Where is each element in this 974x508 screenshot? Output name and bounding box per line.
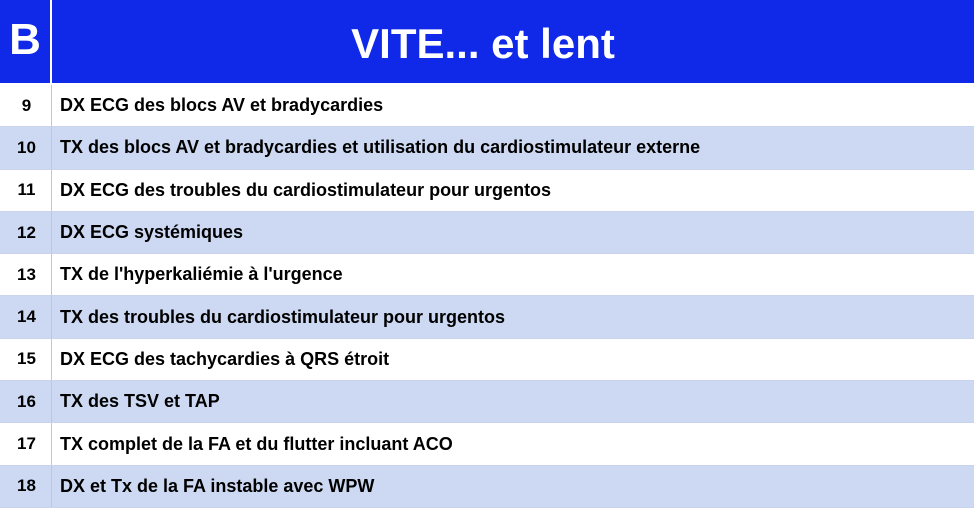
table-row — [0, 466, 974, 508]
section-letter: B — [0, 0, 52, 83]
row-topic: TX des blocs AV et bradycardies et utilisation du cardiostimulateur externe — [60, 137, 701, 158]
row-topic: DX ECG systémiques — [60, 222, 244, 243]
row-topic: TX des troubles du cardiostimulateur pour urgentos — [60, 306, 506, 327]
table-row — [0, 170, 974, 212]
table-row — [0, 296, 974, 338]
row-number: 17 — [0, 423, 52, 464]
row-number: 13 — [0, 254, 52, 295]
section-title: VITE... et lent — [351, 19, 615, 67]
table-row — [0, 423, 974, 465]
row-topic: DX ECG des tachycardies à QRS étroit — [60, 348, 390, 369]
row-number: 11 — [0, 170, 52, 211]
row-topic: DX ECG des blocs AV et bradycardies — [60, 95, 384, 116]
row-topic: TX de l'hyperkaliémie à l'urgence — [60, 264, 343, 285]
table-row — [0, 339, 974, 381]
table-row — [0, 212, 974, 254]
table-header — [0, 0, 974, 85]
table-row — [0, 254, 974, 296]
row-topic: TX complet de la FA et du flutter incluant ACO — [60, 433, 453, 454]
table-body — [0, 85, 974, 508]
row-topic: TX des TSV et TAP — [60, 391, 220, 412]
row-number: 16 — [0, 381, 52, 422]
row-number: 14 — [0, 296, 52, 337]
row-number: 15 — [0, 339, 52, 380]
row-number: 18 — [0, 466, 52, 507]
table-row — [0, 127, 974, 169]
row-number: 10 — [0, 127, 52, 168]
row-number: 12 — [0, 212, 52, 253]
row-topic: DX ECG des troubles du cardiostimulateur pour urgentos — [60, 179, 552, 200]
row-number: 9 — [0, 85, 52, 126]
table-row — [0, 381, 974, 423]
table-row — [0, 85, 974, 127]
row-topic: DX et Tx de la FA instable avec WPW — [60, 475, 375, 496]
